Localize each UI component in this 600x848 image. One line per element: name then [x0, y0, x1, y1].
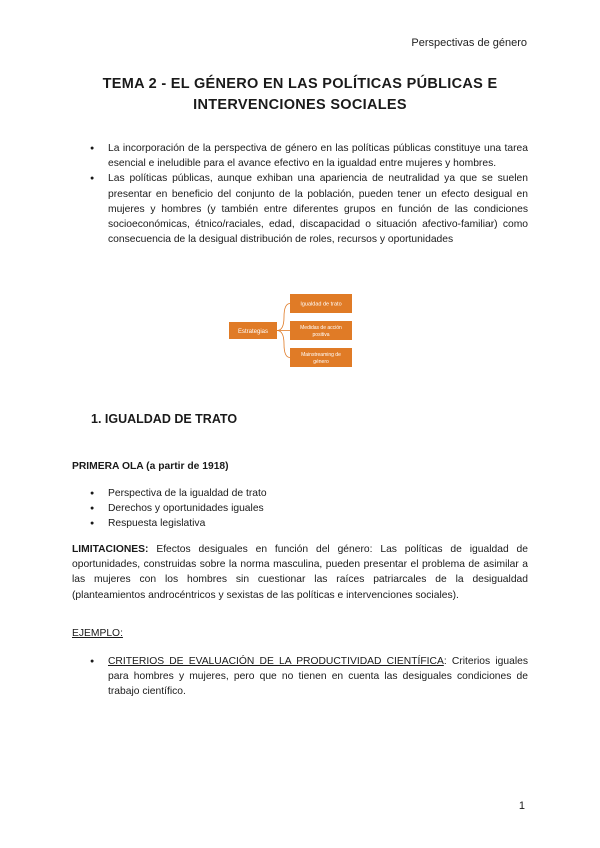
example-label: EJEMPLO:	[72, 628, 123, 639]
running-header: Perspectivas de género	[411, 37, 527, 49]
diagram-branch-label: Medidas de acción	[300, 325, 342, 331]
diagram-root-label: Estrategias	[237, 329, 269, 335]
example-item-text: : Criterios iguales para hombres y mujeres, pero que no tienen en cuenta las desiguales condiciones de trabajo científico.	[108, 656, 528, 698]
first-wave-item: ● Respuesta legislativa	[90, 516, 520, 531]
diagram-branch-label: positiva	[312, 332, 330, 338]
page-title	[60, 74, 540, 116]
diagram-branch-label: género	[313, 359, 329, 365]
first-wave-heading: PRIMERA OLA (a partir de 1918)	[72, 461, 229, 472]
example-list	[90, 654, 528, 700]
intro-bullet-list	[90, 141, 528, 247]
section-heading: 1. IGUALDAD DE TRATO	[91, 412, 238, 426]
page-number: 1	[518, 800, 525, 812]
page-title-line-2: INTERVENCIONES SOCIALES	[193, 97, 407, 113]
limitations-text: Efectos desiguales en función del género: Las políticas de igualdad de oportunidades, construidas sobre la norma masculina, pueden presentar el problema de asimilar a las mujeres con los hombres sin cuestionar las raíces patriarcales de la desigualdad (planteamientos androcéntricos y sexistas de las políticas e intervenciones sociales).	[72, 544, 528, 601]
limitations-label: LIMITACIONES:	[72, 544, 149, 555]
example-item	[90, 654, 528, 700]
first-wave-item: ● Derechos y oportunidades iguales	[90, 501, 520, 516]
intro-bullet: ● Las políticas públicas, aunque exhiban una apariencia de neutralidad ya que se suelen presentar en beneficio del conjunto de la población, pueden tener un efecto desigual en mujeres y hombres (y también entre diferentes grupos en función de las condiciones socioeconómicas, étnico/raciales, edad, discapacidad o situación afectivo-familiar) como consecuencia de la desigual distribución de roles, recursos y oportunidades	[90, 171, 528, 247]
diagram-connectors	[277, 304, 290, 358]
page-title-line-1: TEMA 2 - EL GÉNERO EN LAS POLÍTICAS PÚBLICAS E	[102, 76, 498, 92]
first-wave-list	[90, 486, 520, 532]
example-item-title: CRITERIOS DE EVALUACIÓN DE LA PRODUCTIVIDAD CIENTÍFICA	[108, 656, 444, 667]
limitations-paragraph	[72, 542, 528, 603]
strategies-diagram	[228, 293, 358, 369]
diagram-branch-label: Igualdad de trato	[300, 301, 342, 308]
first-wave-item: ● Perspectiva de la igualdad de trato	[90, 486, 520, 501]
intro-bullet: ● La incorporación de la perspectiva de género en las políticas públicas constituye una tarea esencial e ineludible para el avance efectivo en la igualdad entre mujeres y hombres.	[90, 141, 528, 171]
diagram-branch-label: Mainstreaming de	[301, 352, 341, 358]
